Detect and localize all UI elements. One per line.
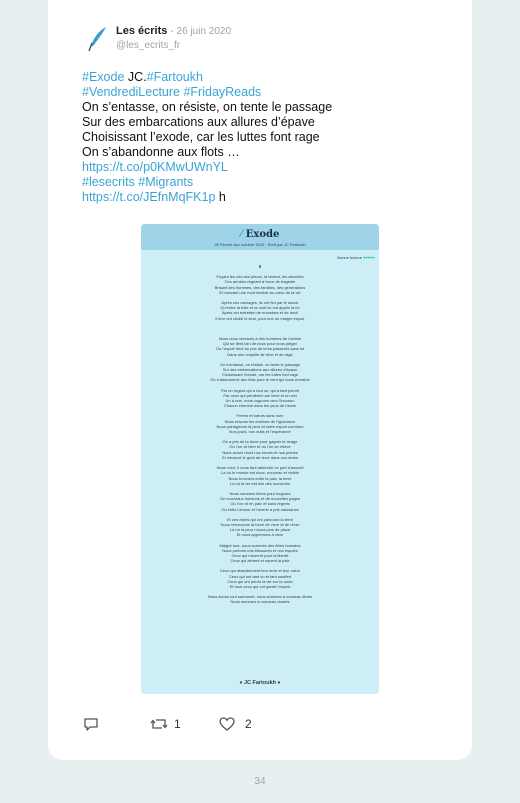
poem-title-text: Exode <box>245 229 280 240</box>
like-button[interactable] <box>219 716 252 732</box>
poem-line: Et ces exilés qui ont parcouru la terre <box>226 516 294 522</box>
poem-line: De nouveaux horizons et de nouvelles pages <box>220 496 300 502</box>
poem-line: Il leur ont choisi le seul, pour eux un maigre espoir <box>215 315 305 321</box>
tweet-text-segment: Sur des embarcations aux allures d’épave <box>82 115 315 129</box>
tweet-text-segment: h <box>215 190 226 204</box>
poem-line: Nous sommes à nouveau vivants <box>230 599 290 605</box>
poem-line: Où l’on vit en paix et sans regrets <box>230 501 290 507</box>
tweet-date[interactable]: - 26 juin 2020 <box>170 26 232 37</box>
poem-line: Là où la peur n’aura plus de place <box>229 527 291 533</box>
poem-line: · <box>259 325 261 331</box>
retweet-count: 1 <box>174 717 181 731</box>
tweet-text-segment: Choisissant l’exode, car les luttes font rage <box>82 130 320 144</box>
hearts-icons: ♥♥♥♥♥ <box>363 255 375 260</box>
tweet-text-segment: On s’entasse, on résiste, on tente le passage <box>82 100 333 114</box>
poem-signature: ♦ JC Fartoukh ♦ <box>239 680 281 686</box>
poem-line: Choisissant l’exode, car les luttes font rage <box>221 372 299 378</box>
poem-line: Ceux qui ont tant vu et tant souffert <box>228 573 292 579</box>
tweet-line <box>82 145 442 160</box>
poem-line: Nous portons nos blessures et nos espoirs <box>222 547 298 553</box>
tweet-line <box>82 190 442 205</box>
poem-line: Là où la vie est loin des souvenirs <box>229 480 291 486</box>
retweet-icon <box>150 717 168 731</box>
poem-line: Nous trouvons enfin la paix, la terre <box>228 475 292 481</box>
poem-line: Un à une, nous voguons vers l’inconnu <box>225 398 295 404</box>
poem-line: Nous sommes libres pour toujours <box>229 490 291 496</box>
hashtag-link[interactable]: #Fartoukh <box>146 70 203 84</box>
poem-line: Où enfin l’amour et l’avenir a pris naissance <box>221 506 299 512</box>
heart-icon <box>219 717 235 731</box>
url-link[interactable]: https://t.co/JEfnMqFK1p <box>82 190 216 204</box>
poem-line: Chacun cherche dans les yeux de l’autre <box>223 403 297 409</box>
tweet-text <box>82 70 442 205</box>
poem-line: Et tous ceux qui ont gardé l’espoir <box>229 583 291 589</box>
poem-line: Nous retrouvons la force de vivre et de rêver <box>220 521 300 527</box>
poem-line: Et nous apprenons à vivre <box>236 532 284 538</box>
poem-line: Ceux qui abandonnent leur terre et leur cœur <box>219 568 301 574</box>
tweet-text-segment: JC. <box>124 70 147 84</box>
tweet-line <box>82 115 442 130</box>
feather-quill-icon[interactable] <box>86 26 110 52</box>
poem-line: Malgré tout, nous sommes des êtres humains <box>219 542 301 548</box>
poem-line: Où l’espoir tient au prix de leurs passeurs sans foi <box>215 346 305 352</box>
tweet-line <box>82 130 442 145</box>
poem-line: Brisant des hommes, des familles, des générations <box>214 284 306 290</box>
poem-line: Et retrouvé le goût de vivre dans nos âmes <box>221 454 299 460</box>
poem-line: Nous avons réuni nos forces et nos peines <box>222 449 298 455</box>
tweet-line <box>82 85 442 100</box>
tweet-line <box>82 70 442 85</box>
hearts-label: Bonne lecture <box>337 255 362 260</box>
poem-line: Dans une coquille de rêve et de rage <box>227 351 293 357</box>
poem-line: Après ces carnages, ils ont fini par le savoir <box>221 300 299 306</box>
poem-line: Qu’entre la fuite et la mort ils ont appris la foi <box>220 305 300 311</box>
poem-subtitle: 26 Février-Apr octobre 2019 · Écrit par JC Fartoukh <box>214 242 306 247</box>
poem-line: Nous nous vendons à des hommes de l’ombre <box>218 336 302 342</box>
author-name[interactable]: Les écrits <box>116 25 168 37</box>
poem-title <box>141 229 379 240</box>
hashtag-link[interactable]: #lesecrits #Migrants <box>82 175 194 189</box>
tweet-text-segment: On s’abandonne aux flots … <box>82 145 240 159</box>
poem-line: Nous avons tout surmonté, nous sommes à nouveau libres <box>207 594 313 600</box>
poem-line: Nous voici, il nous faut atteindre ce port d’accueil <box>216 465 304 471</box>
poem-line: Par un regard qui a tout vu, qui a tant pleuré <box>220 387 300 393</box>
reply-icon <box>83 717 99 731</box>
page-number: 34 <box>254 776 266 787</box>
poem-image[interactable] <box>141 224 379 694</box>
poem-line: Nous brisons les chaînes de l’ignorance <box>224 418 296 424</box>
poem-line: Nous partageons la peur et notre espoir commun <box>216 423 304 429</box>
poem-line: Ces armées régnant à force de tragédie <box>224 279 296 285</box>
poem-line: Qui se tient loin de nous pour nous piéger <box>222 341 298 347</box>
poem-line: Ⅲ <box>258 264 262 269</box>
poem-line: On s’entasse, on résiste, on tente le passage <box>219 361 301 367</box>
poem-line: Fuyant les cris des pleurs, la terreur, les atrocités <box>216 274 304 280</box>
poem-line: Après cet entretien de monstres et de deuil <box>221 310 299 316</box>
poem-line: Nos jours, nos nuits et l’espérance <box>229 429 291 435</box>
tweet-author[interactable] <box>116 25 231 37</box>
like-count: 2 <box>245 717 252 731</box>
poem-line: Frères et sœurs sans nom <box>236 413 284 419</box>
poem-line: Où l’on vit bien et où l’on se relève <box>229 444 291 450</box>
quill-icon: ⁄ <box>240 229 243 240</box>
poem-line: Ceux qui meurent pour la liberté <box>231 552 289 558</box>
tweet-line <box>82 175 442 190</box>
poem-line: Et ravivant une mort terrible au cœur de la vie <box>219 289 301 295</box>
hashtag-link[interactable]: #VendrediLecture #FridayReads <box>82 85 262 99</box>
url-link[interactable]: https://t.co/p0KMwUWnYL <box>82 160 228 174</box>
poem-line: Ceux qui ont perdu la vie sur la route <box>227 578 293 584</box>
tweet-line <box>82 100 442 115</box>
poem-body <box>147 264 373 605</box>
poem-hearts <box>337 255 375 260</box>
poem-line: Ceux qui aiment et savent la paix <box>230 558 290 564</box>
tweet-line <box>82 160 442 175</box>
author-handle[interactable]: @les_ecrits_fr <box>116 40 181 51</box>
poem-line: Par ceux qui perdirent une terre et un ciel <box>223 392 297 398</box>
retweet-button[interactable] <box>150 716 181 732</box>
poem-line: On s’abandonne aux flots pour le vent qui nous entraîne <box>210 377 310 383</box>
poem-line: Sur des embarcations aux allures d’épave <box>222 367 298 373</box>
poem-line: Là où le monde est doux, nouveau et visible <box>220 470 300 476</box>
hashtag-link[interactable]: #Exode <box>82 70 125 84</box>
reply-button[interactable] <box>83 716 99 732</box>
poem-line: On a pris de la force pour gagner le rivage <box>222 439 298 445</box>
